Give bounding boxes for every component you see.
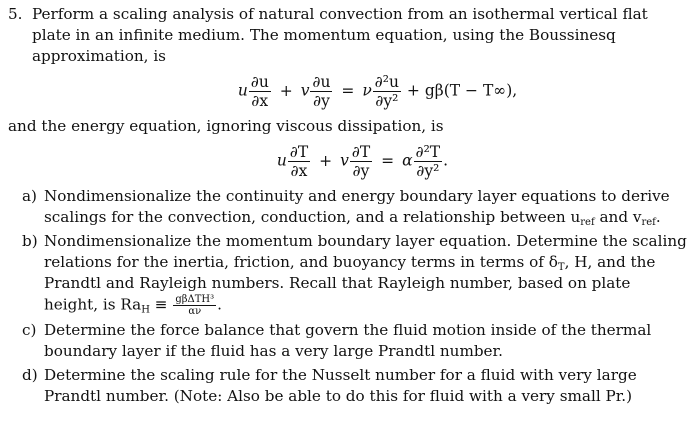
- en-frac-1-den: ∂x: [290, 162, 308, 180]
- en-plus: +: [319, 151, 333, 170]
- mom-plus: +: [279, 81, 293, 100]
- en-frac-3-den: ∂y²: [416, 162, 440, 180]
- mom-rhs-coef: ν: [362, 81, 372, 100]
- subpart-label: a): [22, 187, 37, 205]
- subparts-list: [8, 186, 687, 407]
- subpart-c-text: Determine the force balance that govern the fluid motion inside of the thermal boundary layer if the fluid has a very large Prandtl number.: [44, 321, 652, 360]
- rayleigh-frac-den: αν: [188, 306, 202, 317]
- mom-lhs1-coef: u: [237, 81, 248, 100]
- subpart-a-text: Nondimensionalize the continuity and energy boundary layer equations to derive scalings for the convection, conduction, and a relationship between u: [44, 187, 670, 226]
- mom-frac-3-den: ∂y²: [375, 92, 399, 110]
- subpart-b: [22, 231, 687, 317]
- subpart-b-end: .: [217, 295, 222, 314]
- subpart-d-text: Determine the scaling rule for the Nusselt number for a fluid with very large Prandtl number. (Note: Also be able to do this for fluid with a very small Pr.): [44, 366, 637, 405]
- subpart-text: [44, 231, 687, 317]
- en-frac-3-num: ∂²T: [415, 143, 441, 161]
- mom-frac-2: [310, 73, 332, 110]
- mom-frac-3: [373, 73, 401, 110]
- energy-equation: [8, 143, 687, 180]
- mom-rhs-tail: + gβ(T − T∞),: [406, 81, 518, 100]
- mom-frac-2-num: ∂u: [312, 73, 331, 91]
- ra-h-subscript: H: [141, 304, 150, 316]
- mom-lhs2-coef: v: [300, 81, 310, 100]
- v-ref-subscript: ref: [641, 217, 656, 228]
- problem-header: [8, 4, 687, 67]
- problem-5: [8, 4, 687, 407]
- mom-frac-2-den: ∂y: [313, 92, 330, 110]
- en-lhs2-coef: v: [340, 151, 349, 170]
- rayleigh-fraction: [173, 294, 216, 317]
- en-frac-3: [414, 143, 443, 180]
- mom-frac-1-den: ∂x: [251, 92, 269, 110]
- en-frac-1-num: ∂T: [289, 143, 309, 161]
- subpart-a-end: .: [655, 208, 661, 226]
- u-ref-subscript: ref: [580, 217, 595, 228]
- problem-number: 5.: [8, 5, 23, 23]
- subpart-c: [22, 320, 687, 362]
- en-rhs-coef: α: [402, 151, 413, 170]
- delta-t-subscript: T: [557, 262, 565, 273]
- subpart-label: c): [22, 321, 37, 339]
- mom-frac-1-num: ∂u: [250, 73, 269, 91]
- subpart-b-text2: , H, and the Prandtl and Rayleigh numbers. Recall that Rayleigh number, based on plate height, is Ra: [44, 253, 656, 314]
- en-lhs1-coef: u: [276, 151, 287, 170]
- subpart-d: [22, 365, 687, 407]
- momentum-equation: [8, 73, 687, 110]
- subpart-a-mid: and v: [594, 208, 642, 226]
- mom-equals: =: [341, 81, 355, 100]
- en-frac-2-num: ∂T: [351, 143, 371, 161]
- problem-intro: Perform a scaling analysis of natural convection from an isothermal vertical flat plate in an infinite medium. The momentum equation, using the Boussinesq approximation, is: [32, 5, 648, 65]
- en-equals: =: [381, 151, 395, 170]
- en-frac-2-den: ∂y: [352, 162, 370, 180]
- subpart-label: b): [22, 232, 38, 250]
- mom-frac-3-num: ∂²u: [374, 73, 399, 91]
- equiv-sign: ≡: [149, 295, 173, 314]
- subpart-b-text: Nondimensionalize the momentum boundary layer equation. Determine the scaling relations for the inertia, friction, and buoyancy terms in terms of δ: [44, 232, 687, 271]
- mom-frac-1: [249, 73, 271, 110]
- subpart-label: d): [22, 366, 38, 384]
- en-frac-2: [350, 143, 372, 180]
- energy-intro: and the energy equation, ignoring viscous dissipation, is: [8, 117, 444, 135]
- rayleigh-frac-num: gβΔTH³: [175, 294, 215, 305]
- subpart-a: [22, 186, 687, 228]
- en-frac-1: [288, 143, 310, 180]
- subpart-text: [44, 186, 687, 228]
- en-rhs-tail: .: [443, 151, 449, 170]
